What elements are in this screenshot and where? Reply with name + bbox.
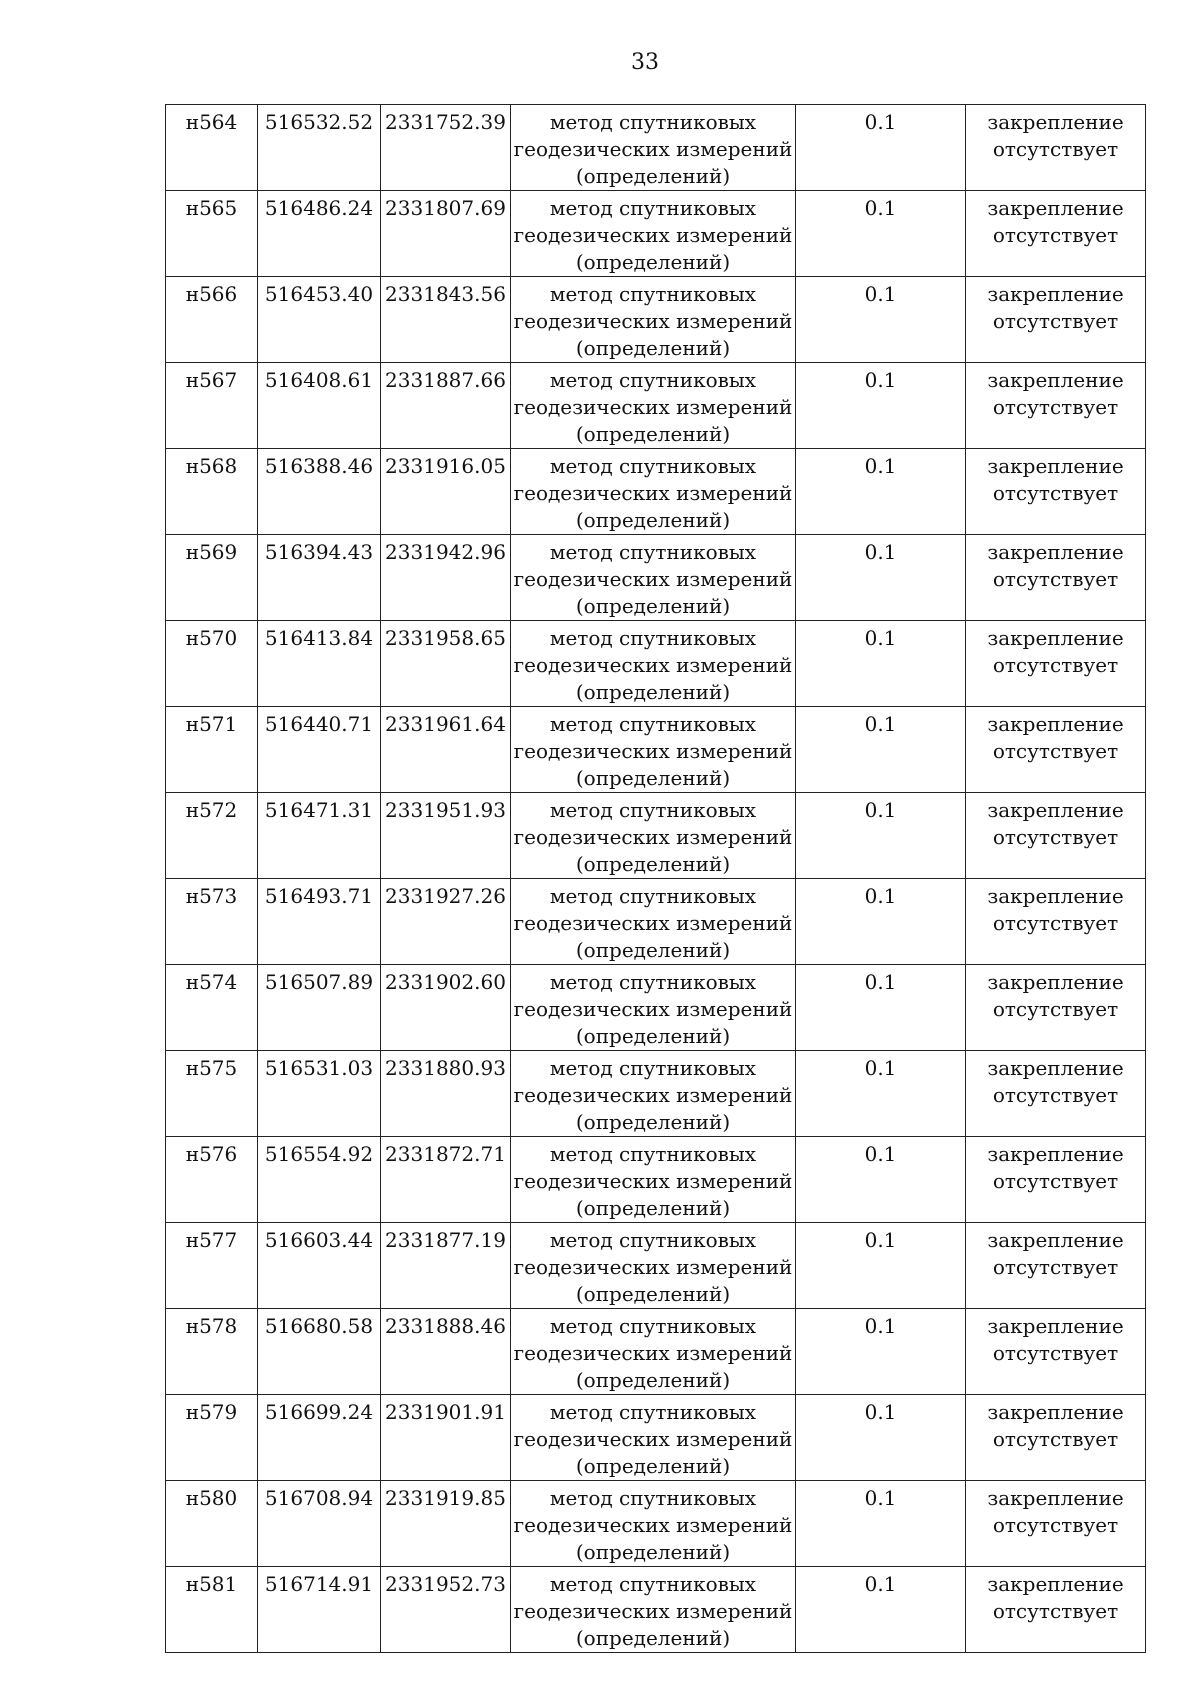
point-id-cell: н574 xyxy=(166,965,258,1051)
y-coordinate-cell: 2331872.71 xyxy=(381,1137,511,1223)
table-row xyxy=(166,1395,1146,1481)
page-number: 33 xyxy=(631,50,659,75)
table-row xyxy=(166,879,1146,965)
x-coordinate-cell: 516413.84 xyxy=(258,621,381,707)
fixing-cell: закрепление отсутствует xyxy=(966,1309,1146,1395)
x-coordinate-cell: 516486.24 xyxy=(258,191,381,277)
table-row xyxy=(166,535,1146,621)
y-coordinate-cell: 2331952.73 xyxy=(381,1567,511,1653)
point-id-cell: н570 xyxy=(166,621,258,707)
x-coordinate-cell: 516388.46 xyxy=(258,449,381,535)
y-coordinate-cell: 2331958.65 xyxy=(381,621,511,707)
accuracy-cell: 0.1 xyxy=(796,277,966,363)
point-id-cell: н572 xyxy=(166,793,258,879)
table-row xyxy=(166,191,1146,277)
fixing-cell: закрепление отсутствует xyxy=(966,1137,1146,1223)
point-id-cell: н569 xyxy=(166,535,258,621)
y-coordinate-cell: 2331942.96 xyxy=(381,535,511,621)
table-row xyxy=(166,621,1146,707)
method-cell: метод спутниковых геодезических измерений (определений) xyxy=(511,1567,796,1653)
fixing-cell: закрепление отсутствует xyxy=(966,879,1146,965)
fixing-cell: закрепление отсутствует xyxy=(966,1567,1146,1653)
accuracy-cell: 0.1 xyxy=(796,449,966,535)
point-id-cell: н581 xyxy=(166,1567,258,1653)
y-coordinate-cell: 2331902.60 xyxy=(381,965,511,1051)
method-cell: метод спутниковых геодезических измерений (определений) xyxy=(511,1481,796,1567)
y-coordinate-cell: 2331961.64 xyxy=(381,707,511,793)
point-id-cell: н573 xyxy=(166,879,258,965)
table-row xyxy=(166,1223,1146,1309)
fixing-cell: закрепление отсутствует xyxy=(966,1223,1146,1309)
y-coordinate-cell: 2331927.26 xyxy=(381,879,511,965)
point-id-cell: н567 xyxy=(166,363,258,449)
method-cell: метод спутниковых геодезических измерений (определений) xyxy=(511,277,796,363)
table-row xyxy=(166,793,1146,879)
accuracy-cell: 0.1 xyxy=(796,707,966,793)
table-row xyxy=(166,449,1146,535)
x-coordinate-cell: 516699.24 xyxy=(258,1395,381,1481)
point-id-cell: н571 xyxy=(166,707,258,793)
point-id-cell: н580 xyxy=(166,1481,258,1567)
table-row xyxy=(166,1481,1146,1567)
accuracy-cell: 0.1 xyxy=(796,105,966,191)
y-coordinate-cell: 2331880.93 xyxy=(381,1051,511,1137)
y-coordinate-cell: 2331901.91 xyxy=(381,1395,511,1481)
x-coordinate-cell: 516603.44 xyxy=(258,1223,381,1309)
table-row xyxy=(166,277,1146,363)
method-cell: метод спутниковых геодезических измерений (определений) xyxy=(511,449,796,535)
method-cell: метод спутниковых геодезических измерений (определений) xyxy=(511,1309,796,1395)
table-body xyxy=(166,105,1146,1653)
fixing-cell: закрепление отсутствует xyxy=(966,793,1146,879)
x-coordinate-cell: 516532.52 xyxy=(258,105,381,191)
table-row xyxy=(166,1137,1146,1223)
accuracy-cell: 0.1 xyxy=(796,965,966,1051)
accuracy-cell: 0.1 xyxy=(796,1395,966,1481)
point-id-cell: н577 xyxy=(166,1223,258,1309)
table-row xyxy=(166,1567,1146,1653)
table-row xyxy=(166,1051,1146,1137)
accuracy-cell: 0.1 xyxy=(796,191,966,277)
y-coordinate-cell: 2331951.93 xyxy=(381,793,511,879)
fixing-cell: закрепление отсутствует xyxy=(966,965,1146,1051)
table-row xyxy=(166,707,1146,793)
x-coordinate-cell: 516554.92 xyxy=(258,1137,381,1223)
x-coordinate-cell: 516394.43 xyxy=(258,535,381,621)
y-coordinate-cell: 2331887.66 xyxy=(381,363,511,449)
point-id-cell: н566 xyxy=(166,277,258,363)
point-id-cell: н579 xyxy=(166,1395,258,1481)
fixing-cell: закрепление отсутствует xyxy=(966,105,1146,191)
accuracy-cell: 0.1 xyxy=(796,1223,966,1309)
x-coordinate-cell: 516531.03 xyxy=(258,1051,381,1137)
y-coordinate-cell: 2331888.46 xyxy=(381,1309,511,1395)
y-coordinate-cell: 2331843.56 xyxy=(381,277,511,363)
x-coordinate-cell: 516493.71 xyxy=(258,879,381,965)
method-cell: метод спутниковых геодезических измерений (определений) xyxy=(511,105,796,191)
fixing-cell: закрепление отсутствует xyxy=(966,621,1146,707)
method-cell: метод спутниковых геодезических измерений (определений) xyxy=(511,191,796,277)
point-id-cell: н568 xyxy=(166,449,258,535)
accuracy-cell: 0.1 xyxy=(796,1051,966,1137)
fixing-cell: закрепление отсутствует xyxy=(966,363,1146,449)
fixing-cell: закрепление отсутствует xyxy=(966,1481,1146,1567)
method-cell: метод спутниковых геодезических измерений (определений) xyxy=(511,965,796,1051)
x-coordinate-cell: 516471.31 xyxy=(258,793,381,879)
fixing-cell: закрепление отсутствует xyxy=(966,1051,1146,1137)
accuracy-cell: 0.1 xyxy=(796,1567,966,1653)
fixing-cell: закрепление отсутствует xyxy=(966,707,1146,793)
point-id-cell: н564 xyxy=(166,105,258,191)
x-coordinate-cell: 516680.58 xyxy=(258,1309,381,1395)
accuracy-cell: 0.1 xyxy=(796,535,966,621)
x-coordinate-cell: 516507.89 xyxy=(258,965,381,1051)
y-coordinate-cell: 2331919.85 xyxy=(381,1481,511,1567)
x-coordinate-cell: 516408.61 xyxy=(258,363,381,449)
fixing-cell: закрепление отсутствует xyxy=(966,535,1146,621)
y-coordinate-cell: 2331916.05 xyxy=(381,449,511,535)
y-coordinate-cell: 2331752.39 xyxy=(381,105,511,191)
table-row xyxy=(166,965,1146,1051)
method-cell: метод спутниковых геодезических измерений (определений) xyxy=(511,793,796,879)
point-id-cell: н576 xyxy=(166,1137,258,1223)
accuracy-cell: 0.1 xyxy=(796,363,966,449)
method-cell: метод спутниковых геодезических измерений (определений) xyxy=(511,707,796,793)
accuracy-cell: 0.1 xyxy=(796,793,966,879)
accuracy-cell: 0.1 xyxy=(796,879,966,965)
table-row xyxy=(166,105,1146,191)
accuracy-cell: 0.1 xyxy=(796,1309,966,1395)
y-coordinate-cell: 2331807.69 xyxy=(381,191,511,277)
accuracy-cell: 0.1 xyxy=(796,1137,966,1223)
method-cell: метод спутниковых геодезических измерений (определений) xyxy=(511,621,796,707)
accuracy-cell: 0.1 xyxy=(796,1481,966,1567)
table-row xyxy=(166,363,1146,449)
accuracy-cell: 0.1 xyxy=(796,621,966,707)
fixing-cell: закрепление отсутствует xyxy=(966,191,1146,277)
point-id-cell: н575 xyxy=(166,1051,258,1137)
x-coordinate-cell: 516440.71 xyxy=(258,707,381,793)
fixing-cell: закрепление отсутствует xyxy=(966,449,1146,535)
method-cell: метод спутниковых геодезических измерений (определений) xyxy=(511,1223,796,1309)
table-row xyxy=(166,1309,1146,1395)
x-coordinate-cell: 516714.91 xyxy=(258,1567,381,1653)
point-id-cell: н565 xyxy=(166,191,258,277)
method-cell: метод спутниковых геодезических измерений (определений) xyxy=(511,879,796,965)
x-coordinate-cell: 516453.40 xyxy=(258,277,381,363)
fixing-cell: закрепление отсутствует xyxy=(966,1395,1146,1481)
x-coordinate-cell: 516708.94 xyxy=(258,1481,381,1567)
method-cell: метод спутниковых геодезических измерений (определений) xyxy=(511,1395,796,1481)
point-id-cell: н578 xyxy=(166,1309,258,1395)
coordinates-table xyxy=(165,104,1146,1653)
method-cell: метод спутниковых геодезических измерений (определений) xyxy=(511,1051,796,1137)
method-cell: метод спутниковых геодезических измерений (определений) xyxy=(511,535,796,621)
method-cell: метод спутниковых геодезических измерений (определений) xyxy=(511,1137,796,1223)
method-cell: метод спутниковых геодезических измерений (определений) xyxy=(511,363,796,449)
fixing-cell: закрепление отсутствует xyxy=(966,277,1146,363)
y-coordinate-cell: 2331877.19 xyxy=(381,1223,511,1309)
